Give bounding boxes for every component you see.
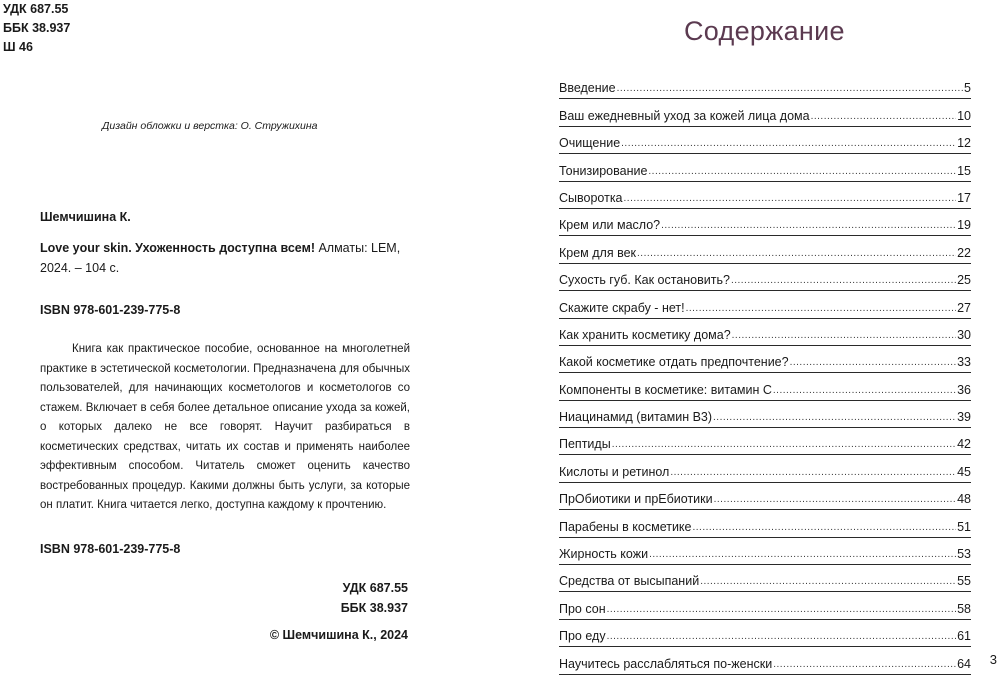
toc-dot-leader	[713, 412, 956, 424]
toc-dot-leader	[714, 494, 956, 506]
toc-entry[interactable]	[559, 99, 971, 126]
right-page	[500, 0, 1000, 692]
toc-dot-leader	[617, 83, 963, 95]
toc-entry-page: 45	[957, 464, 971, 479]
toc-entry-page: 25	[957, 273, 971, 288]
toc-entry-title: Сухость губ. Как остановить?	[559, 273, 730, 288]
toc-dot-leader	[624, 193, 957, 205]
bbk-code: ББК 38.937	[3, 21, 71, 35]
toc-entry[interactable]	[559, 647, 971, 674]
udk-code-bottom: УДК 687.55	[342, 581, 408, 595]
toc-entry-page: 53	[957, 547, 971, 562]
toc-dot-leader	[693, 522, 957, 534]
toc-entry-title: Какой косметике отдать предпочтение?	[559, 355, 789, 370]
toc-entry-page: 61	[957, 629, 971, 644]
toc-entry-page: 39	[957, 410, 971, 425]
classification-codes-bottom	[341, 578, 408, 618]
toc-entry-title: Средства от высыпаний	[559, 574, 700, 589]
toc-dot-leader	[607, 631, 957, 643]
toc-entry-title: Парабены в косметике	[559, 519, 692, 534]
toc-entry[interactable]	[559, 373, 971, 400]
toc-entry[interactable]	[559, 565, 971, 592]
toc-entry-title: Пептиды	[559, 437, 611, 452]
isbn-bottom: ISBN 978-601-239-775-8	[40, 542, 181, 556]
toc-entry[interactable]	[559, 428, 971, 455]
toc-entry-title: Ниацинамид (витамин В3)	[559, 410, 713, 425]
toc-dot-leader	[731, 275, 956, 287]
toc-title: Содержание	[684, 16, 845, 46]
toc-entry-title: Как хранить косметику дома?	[559, 327, 731, 342]
toc-entry[interactable]	[559, 401, 971, 428]
toc-entry-page: 22	[957, 245, 971, 260]
toc-entry-page: 33	[957, 355, 971, 370]
toc-dot-leader	[621, 138, 956, 150]
designer-credit: Дизайн обложки и верстка: О. Стружихина	[102, 120, 318, 132]
toc-entry-title: Очищение	[559, 136, 621, 151]
toc-entry[interactable]	[559, 538, 971, 565]
toc-entry-page: 5	[964, 81, 971, 96]
toc-entry-page: 17	[957, 190, 971, 205]
toc-entry-page: 15	[957, 163, 971, 178]
toc-entry-title: Скажите скрабу - нет!	[559, 300, 685, 315]
toc-entry-title: Крем или масло?	[559, 218, 661, 233]
isbn: ISBN 978-601-239-775-8	[40, 303, 181, 317]
toc-dot-leader	[773, 385, 956, 397]
publisher-info: Алматы: LEM, 2024. – 104 с.	[40, 241, 401, 275]
toc-entry-page: 55	[957, 574, 971, 589]
toc-dot-leader	[773, 659, 956, 671]
toc-entry-title: Научитесь расслабляться по-женски	[559, 656, 773, 671]
toc-dot-leader	[811, 111, 957, 123]
toc-dot-leader	[700, 576, 956, 588]
toc-dot-leader	[648, 166, 956, 178]
toc-entry-page: 30	[957, 327, 971, 342]
toc-entry[interactable]	[559, 483, 971, 510]
toc-entry-page: 10	[957, 108, 971, 123]
toc-entry[interactable]	[559, 182, 971, 209]
author-name: Шемчишина К.	[40, 210, 131, 224]
toc-entry-title: Про сон	[559, 601, 606, 616]
classification-codes-top	[3, 0, 70, 57]
toc-entry-title: Кислоты и ретинол	[559, 464, 670, 479]
toc-entry[interactable]	[559, 620, 971, 647]
toc-entry[interactable]	[559, 127, 971, 154]
toc-dot-leader	[607, 604, 956, 616]
toc-entry[interactable]	[559, 455, 971, 482]
bibliographic-record	[40, 238, 410, 278]
toc-entry-title: Про еду	[559, 629, 606, 644]
toc-entry[interactable]	[559, 264, 971, 291]
toc-entry[interactable]	[559, 236, 971, 263]
toc-entry[interactable]	[559, 319, 971, 346]
toc-entry[interactable]	[559, 154, 971, 181]
toc-dot-leader	[670, 467, 956, 479]
toc-entry-page: 48	[957, 492, 971, 507]
page-number: 3	[989, 652, 997, 667]
toc-entry[interactable]	[559, 209, 971, 236]
toc-entry[interactable]	[559, 592, 971, 619]
toc-dot-leader	[790, 357, 957, 369]
book-title: Love your skin. Ухоженность доступна всем!	[40, 241, 315, 255]
toc-entry-page: 12	[957, 136, 971, 151]
author-sign: Ш 46	[3, 40, 33, 54]
toc-entry-page: 27	[957, 300, 971, 315]
toc-entry-title: ПрОбиотики и прЕбиотики	[559, 492, 713, 507]
toc-dot-leader	[649, 549, 956, 561]
toc-entry-page: 42	[957, 437, 971, 452]
udk-code: УДК 687.55	[3, 2, 69, 16]
annotation-text: Книга как практическое пособие, основанное на многолетней практике в эстетической косметологии. Предназначена для обычных пользователей, для начинающих косметологов и косметологов со стажем. Включает в себя более детальное описание ухода за кожей, о которых далеко не все говорят. Научит разбираться в косметических средствах, читать их состав и применять наиболее эффективным способом. Читатель сможет оценить качество востребованных процедур. Какими должны быть услуги, за которые он платит. Книга читается легко, доступна каждому к прочтению.	[40, 343, 410, 511]
toc-entry-page: 64	[957, 656, 971, 671]
copyright: © Шемчишина К., 2024	[269, 628, 408, 642]
toc-entry-title: Тонизирование	[559, 163, 648, 178]
toc-entry-page: 51	[957, 519, 971, 534]
toc-dot-leader	[732, 330, 956, 342]
toc-entry[interactable]	[559, 72, 971, 99]
toc-dot-leader	[686, 303, 957, 315]
toc-dot-leader	[661, 220, 956, 232]
toc-entry[interactable]	[559, 346, 971, 373]
toc-entry-title: Ваш ежедневный уход за кожей лица дома	[559, 108, 810, 123]
toc-entry-title: Сыворотка	[559, 190, 623, 205]
bbk-code-bottom: ББК 38.937	[340, 601, 408, 615]
table-of-contents	[559, 72, 971, 675]
toc-entry[interactable]	[559, 291, 971, 318]
toc-entry-title: Крем для век	[559, 245, 637, 260]
toc-entry-title: Жирность кожи	[559, 547, 649, 562]
toc-entry-title: Введение	[559, 81, 616, 96]
toc-entry-page: 36	[957, 382, 971, 397]
toc-dot-leader	[612, 439, 956, 451]
toc-entry-page: 58	[957, 601, 971, 616]
toc-dot-leader	[637, 248, 956, 260]
toc-entry-title: Компоненты в косметике: витамин С	[559, 382, 772, 397]
toc-entry-page: 19	[957, 218, 971, 233]
toc-entry[interactable]	[559, 510, 971, 537]
